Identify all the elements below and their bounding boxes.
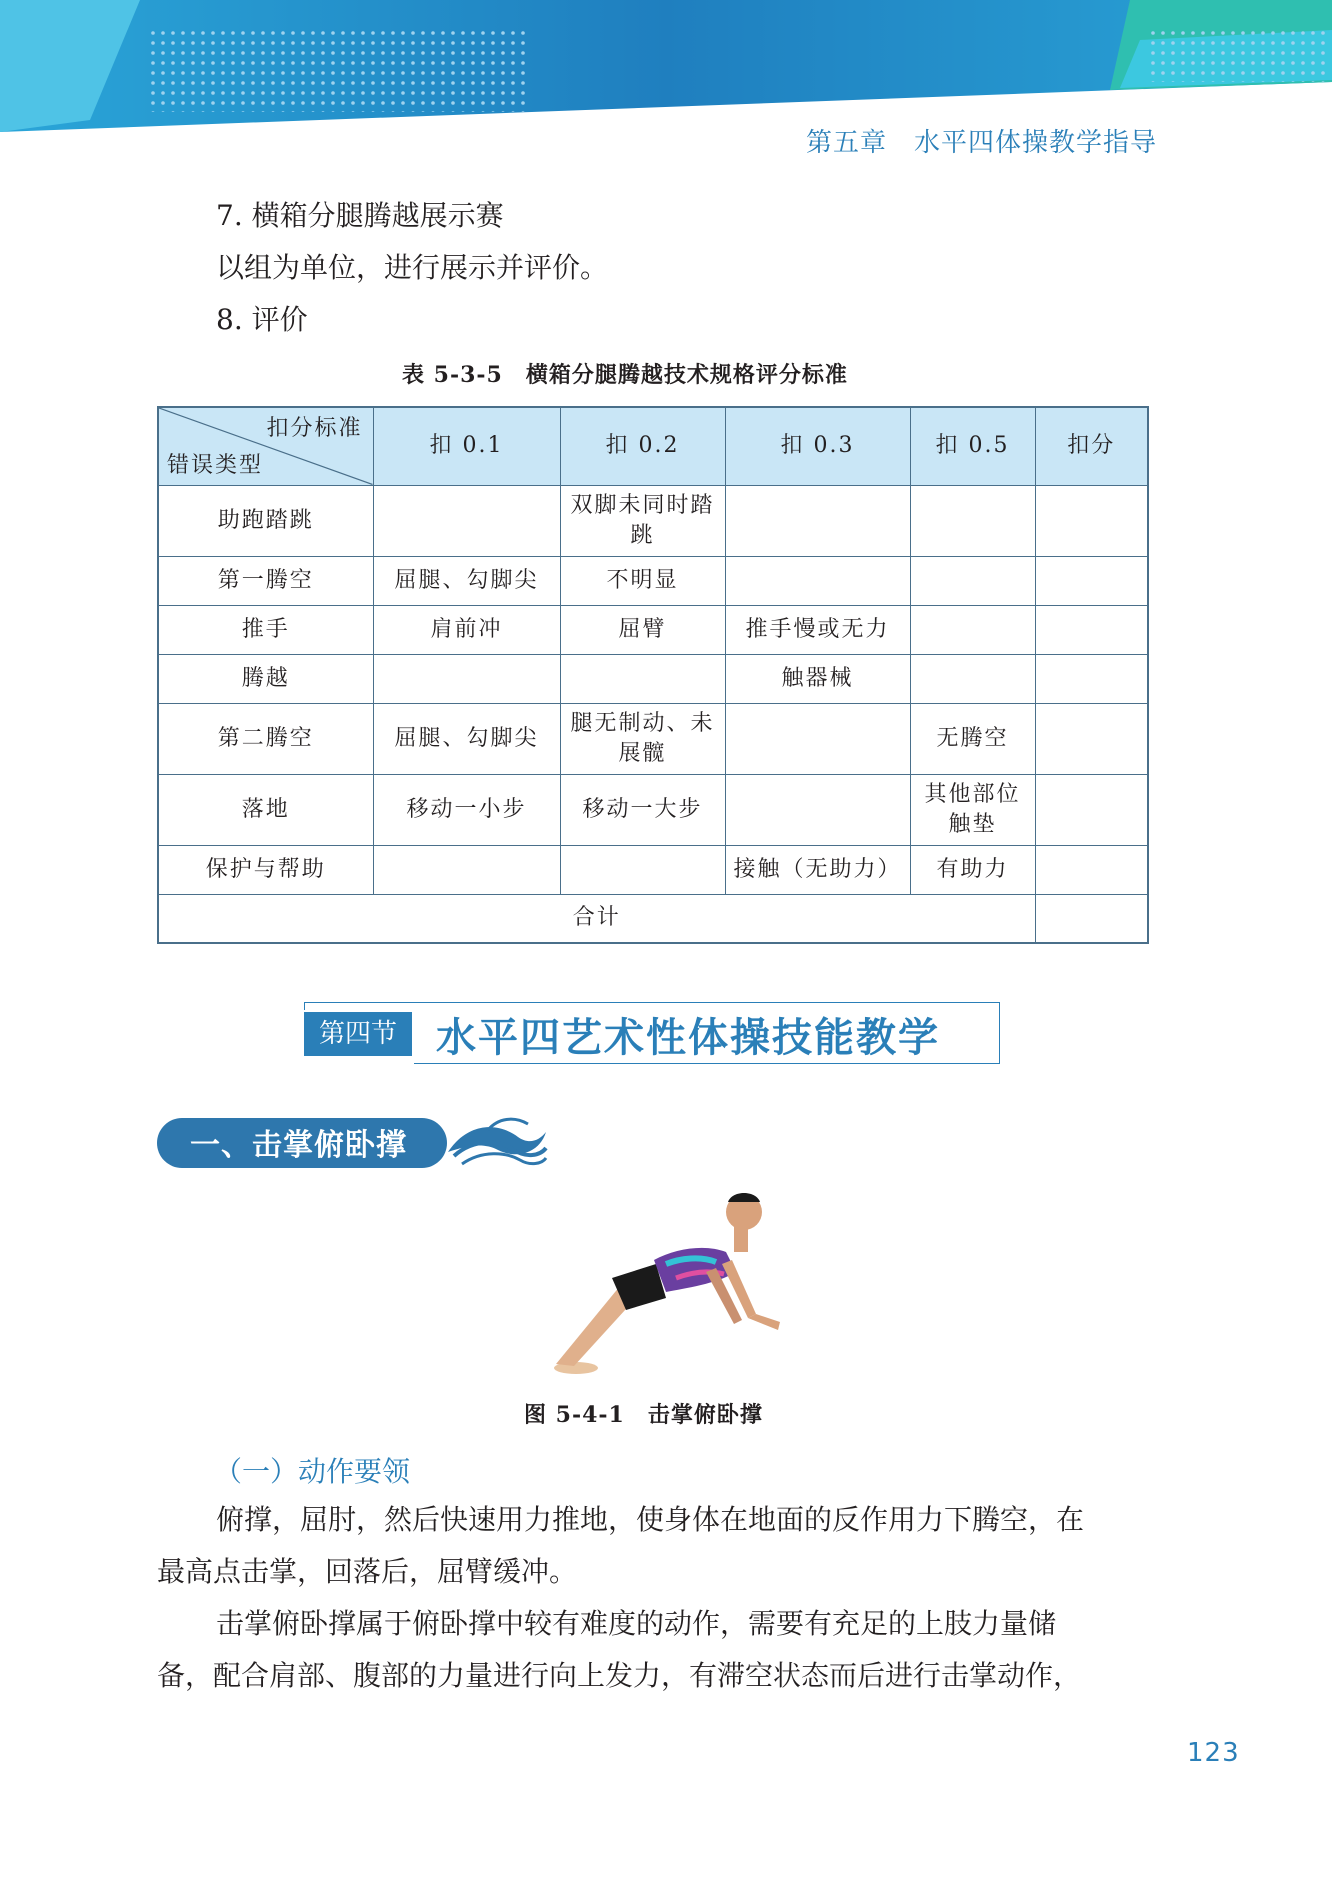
table-total-row [158, 894, 1148, 943]
page-number: 123 [1187, 1738, 1240, 1768]
table-cell [1035, 894, 1148, 943]
section-title: 水平四艺术性体操技能教学 [436, 1015, 940, 1061]
table-cell [725, 556, 910, 605]
paragraph-line: 俯撑，屈肘，然后快速用力推地，使身体在地面的反作用力下腾空，在 [216, 1503, 1085, 1536]
table-cell: 落地 [158, 774, 373, 845]
table-cell [560, 845, 725, 894]
table-cell: 屈腿、勾脚尖 [373, 703, 560, 774]
corner-top-label: 扣分标准 [266, 416, 363, 441]
table-cell: 其他部位触垫 [910, 774, 1035, 845]
item8-heading: 8. 评价 [216, 303, 308, 336]
table-header-row [158, 407, 1148, 485]
table-cell [1035, 774, 1148, 845]
paragraph-line: 备，配合肩部、腹部的力量进行向上发力，有滞空状态而后进行击掌动作， [157, 1659, 1082, 1692]
table-row [158, 556, 1148, 605]
subsection-title: 一、击掌俯卧撑 [190, 1128, 407, 1163]
header-cell: 扣 0.2 [560, 407, 725, 485]
wave-ornament-icon [448, 1112, 548, 1176]
table-cell [373, 485, 560, 556]
paragraph-line: 击掌俯卧撑属于俯卧撑中较有难度的动作，需要有充足的上肢力量储 [216, 1607, 1057, 1640]
scoring-table [157, 406, 1149, 944]
total-label: 合计 [158, 894, 1035, 943]
chapter-title: 第五章 水平四体操教学指导 [806, 128, 1158, 158]
table-cell: 双脚未同时踏跳 [560, 485, 725, 556]
table-cell [1035, 703, 1148, 774]
table-cell: 屈腿、勾脚尖 [373, 556, 560, 605]
table-row [158, 703, 1148, 774]
table-cell [560, 654, 725, 703]
table-cell [725, 774, 910, 845]
header-cell: 扣分 [1035, 407, 1148, 485]
section-tag: 第四节 [304, 1012, 412, 1056]
table-row [158, 485, 1148, 556]
header-cell: 扣 0.5 [910, 407, 1035, 485]
table-corner-cell [158, 407, 373, 485]
table-cell [1035, 845, 1148, 894]
table-cell [373, 654, 560, 703]
table-cell: 推手慢或无力 [725, 605, 910, 654]
figure-caption: 图 5-4-1 击掌俯卧撑 [524, 1402, 763, 1428]
table-cell: 推手 [158, 605, 373, 654]
table-cell [373, 845, 560, 894]
table-cell [1035, 605, 1148, 654]
table-row [158, 654, 1148, 703]
table-cell [1035, 485, 1148, 556]
table-cell: 肩前冲 [373, 605, 560, 654]
table-cell: 第二腾空 [158, 703, 373, 774]
paragraph-line: 最高点击掌，回落后，屈臂缓冲。 [157, 1555, 578, 1588]
table-cell: 不明显 [560, 556, 725, 605]
table-cell: 第一腾空 [158, 556, 373, 605]
table-cell: 无腾空 [910, 703, 1035, 774]
table-cell [910, 605, 1035, 654]
table-row [158, 774, 1148, 845]
table-cell: 助跑踏跳 [158, 485, 373, 556]
table-cell: 移动一大步 [560, 774, 725, 845]
table-caption: 表 5-3-5 横箱分腿腾越技术规格评分标准 [402, 362, 848, 388]
table-cell [910, 654, 1035, 703]
item7-description: 以组为单位，进行展示并评价。 [216, 251, 609, 284]
table-cell [725, 485, 910, 556]
table-cell [910, 485, 1035, 556]
table-cell [1035, 654, 1148, 703]
table-cell: 移动一小步 [373, 774, 560, 845]
table-cell: 腿无制动、未展髋 [560, 703, 725, 774]
table-cell [910, 556, 1035, 605]
corner-bottom-label: 错误类型 [167, 452, 264, 478]
header-banner [0, 0, 1332, 135]
table-cell: 有助力 [910, 845, 1035, 894]
header-cell: 扣 0.1 [373, 407, 560, 485]
table-row [158, 845, 1148, 894]
header-cell: 扣 0.3 [725, 407, 910, 485]
table-cell [1035, 556, 1148, 605]
table-cell: 接触（无助力） [725, 845, 910, 894]
table-cell: 触器械 [725, 654, 910, 703]
clap-pushup-photo [516, 1168, 786, 1378]
table-row [158, 605, 1148, 654]
table-cell: 腾越 [158, 654, 373, 703]
item7-heading: 7. 横箱分腿腾越展示赛 [216, 199, 504, 232]
part1-heading: （一）动作要领 [214, 1455, 411, 1488]
table-cell: 保护与帮助 [158, 845, 373, 894]
table-cell [725, 703, 910, 774]
table-cell: 屈臂 [560, 605, 725, 654]
